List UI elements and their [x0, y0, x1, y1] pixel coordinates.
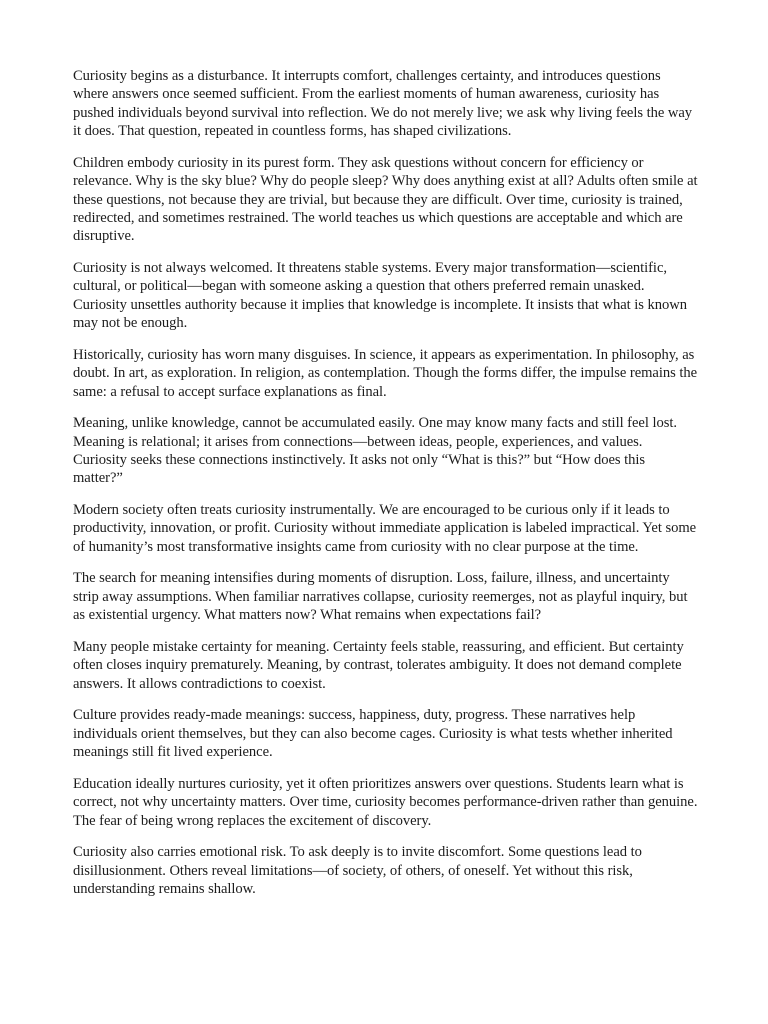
paragraph-2: Children embody curiosity in its purest form. They ask questions without concern for efficiency or relevance. Why is the sky blue? Why do people sleep? Why does anything exist at all? Adults often smile at these questions, not because they are trivial, but because they are difficult. Over time, curiosity is trained, redirected, and sometimes restrained. The world teaches us which questions are acceptable and which are disruptive.	[73, 154, 698, 245]
paragraph-6: Modern society often treats curiosity instrumentally. We are encouraged to be curious only if it leads to productivity, innovation, or profit. Curiosity without immediate application is labeled impractical. Yet some of humanity’s most transformative insights came from curiosity with no clear purpose at the time.	[73, 502, 697, 555]
paragraph-8: Many people mistake certainty for meaning. Certainty feels stable, reassuring, and efficient. But certainty often closes inquiry prematurely. Meaning, by contrast, tolerates ambiguity. It does not demand complete answers. It allows contradictions to coexist.	[73, 638, 684, 692]
paragraph-10: Education ideally nurtures curiosity, yet it often prioritizes answers over questions. Students learn what is correct, not why uncertainty matters. Over time, curiosity becomes performance-driven rather than genuine. The fear of being wrong replaces the excitement of discovery.	[73, 775, 698, 829]
paragraph-1: Curiosity begins as a disturbance. It interrupts comfort, challenges certainty, and introduces questions where answers once seemed sufficient. From the earliest moments of human awareness, curiosity has pushed individuals beyond survival into reflection. We do not merely live; we ask why living feels the way it does. That question, repeated in countless forms, has shaped civilizations.	[73, 68, 693, 140]
paragraph-3: Curiosity is not always welcomed. It threatens stable systems. Every major transformation—scientific, cultural, or political—began with someone asking a question that others preferred remain unasked. Curiosity unsettles authority because it implies that knowledge is incomplete. It insists that what is known may not be enough.	[73, 260, 687, 332]
paragraph-7: The search for meaning intensifies during moments of disruption. Loss, failure, illness, and uncertainty strip away assumptions. When familiar narratives collapse, curiosity reemerges, not as playful inquiry, but as existential urgency. What matters now? What remains when expectations fail?	[73, 570, 688, 624]
document-page	[73, 67, 698, 912]
paragraph-4: Historically, curiosity has worn many disguises. In science, it appears as experimentation. In philosophy, as doubt. In art, as exploration. In religion, as contemplation. Though the forms differ, the impulse remains the same: a refusal to accept surface explanations as final.	[73, 346, 698, 400]
paragraph-5: Meaning, unlike knowledge, cannot be accumulated easily. One may know many facts and still feel lost. Meaning is relational; it arises from connections—between ideas, people, experiences, and values. Curiosity seeks these connections instinctively. It asks not only “What is this?” but “How does this matter?”	[73, 415, 677, 487]
paragraph-9: Culture provides ready-made meanings: success, happiness, duty, progress. These narratives help individuals orient themselves, but they can also become cages. Curiosity is what tests whether inherited meanings still fit lived experience.	[73, 707, 673, 761]
paragraph-11: Curiosity also carries emotional risk. To ask deeply is to invite discomfort. Some questions lead to disillusionment. Others reveal limitations—of society, of others, of oneself. Yet without this risk, understanding remains shallow.	[73, 844, 642, 897]
